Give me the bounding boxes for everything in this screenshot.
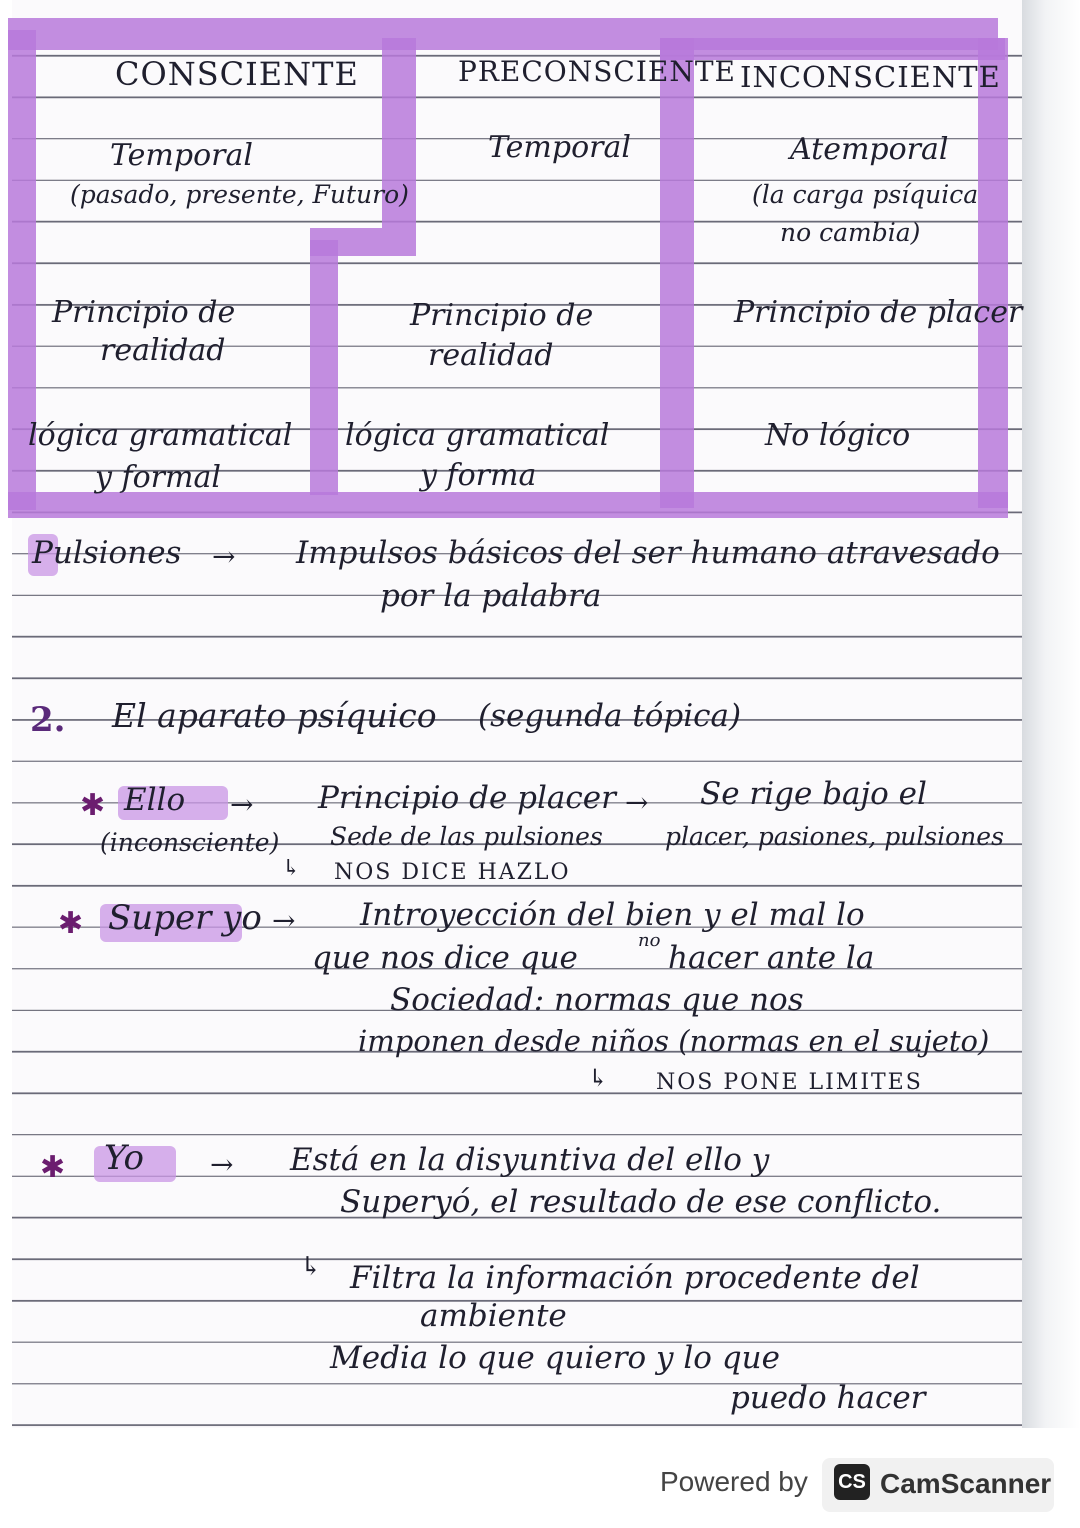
- superyo-line-2b: hacer ante la: [668, 940, 875, 976]
- yo-line-3: Filtra la información procedente del: [350, 1260, 920, 1296]
- cell-consciente-principio: Principio de: [52, 295, 236, 330]
- camscanner-brand: CamScanner: [880, 1468, 1052, 1499]
- cell-preconsciente-forma: y forma: [420, 458, 537, 493]
- ello-line-2a: Sede de las pulsiones: [330, 822, 603, 851]
- ello-subtitle: (inconsciente): [100, 828, 280, 857]
- arrow-icon: →: [212, 540, 236, 573]
- table-col-divider-1c: [310, 240, 338, 495]
- superyo-line-4: imponen desde niños (normas en el sujeto): [358, 1024, 990, 1058]
- ello-line-1a: Principio de placer: [318, 780, 616, 816]
- superyo-line-3: Sociedad: normas que nos: [390, 982, 804, 1018]
- yo-line-4: ambiente: [420, 1298, 567, 1334]
- yo-line-5: Media lo que quiero y lo que: [330, 1340, 780, 1376]
- superyo-line-1: Introyección del bien y el mal lo: [360, 897, 865, 933]
- star-icon: ✱: [40, 1150, 66, 1185]
- camscanner-logo-icon: CS: [834, 1464, 870, 1500]
- cell-preconsciente-principio: Principio de: [410, 298, 594, 333]
- superyo-term: Super yo: [108, 898, 262, 938]
- cell-inconsciente-nologico: No lógico: [765, 418, 911, 453]
- pulsiones-term: Pulsiones: [32, 535, 182, 571]
- table-header-consciente: CONSCIENTE: [115, 55, 359, 93]
- yo-line-6: puedo hacer: [730, 1380, 926, 1416]
- cell-preconsciente-logica: lógica gramatical: [345, 418, 610, 453]
- star-icon: ✱: [80, 788, 106, 823]
- ello-note: NOS DICE HAZLO: [334, 860, 571, 885]
- section-title: El aparato psíquico: [112, 696, 437, 735]
- arrow-icon: →: [230, 788, 254, 821]
- corner-arrow-icon: ↳: [282, 856, 301, 881]
- cell-consciente-temporal-detail: (pasado, presente, Futuro): [70, 180, 409, 209]
- ello-term: Ello: [124, 782, 186, 818]
- cell-inconsciente-detail-1: (la carga psíquica: [752, 180, 979, 209]
- pulsiones-definition-2: por la palabra: [380, 578, 602, 614]
- cell-inconsciente-detail-2: no cambia): [780, 218, 921, 247]
- yo-line-2: Superyó, el resultado de ese conflicto.: [340, 1184, 942, 1220]
- ello-line-2b: placer, pasiones, pulsiones: [665, 822, 1004, 851]
- table-header-inconsciente: INCONSCIENTE: [740, 60, 1001, 94]
- arrow-icon: →: [625, 786, 649, 819]
- table-border-right: [978, 38, 1008, 508]
- cell-inconsciente-principio: Principio de placer: [734, 295, 1023, 330]
- page-edge: [1022, 0, 1080, 1428]
- superyo-note: NOS PONE LIMITES: [656, 1070, 923, 1095]
- cell-preconsciente-temporal: Temporal: [488, 130, 631, 165]
- powered-by-label: Powered by: [660, 1466, 808, 1497]
- cell-consciente-logica: lógica gramatical: [28, 418, 293, 453]
- star-icon: ✱: [58, 906, 84, 941]
- cell-preconsciente-realidad: realidad: [428, 338, 554, 373]
- cell-inconsciente-atemporal: Atemporal: [790, 132, 949, 167]
- table-header-preconsciente: PRECONSCIENTE: [458, 55, 736, 88]
- cell-consciente-realidad: realidad: [100, 333, 226, 368]
- section-subtitle: (segunda tópica): [478, 698, 742, 734]
- cell-consciente-temporal: Temporal: [110, 138, 253, 173]
- arrow-icon: →: [210, 1148, 234, 1181]
- pulsiones-definition-1: Impulsos básicos del ser humano atravesado: [296, 535, 1000, 571]
- table-border-bottom: [8, 492, 1008, 518]
- arrow-icon: →: [272, 904, 296, 937]
- ello-line-1b: Se rige bajo el: [700, 776, 927, 812]
- superyo-line-2a: que nos dice que: [312, 940, 578, 976]
- corner-arrow-icon: ↳: [300, 1252, 322, 1282]
- superyo-line-2-sup: no: [638, 930, 661, 951]
- table-col-divider-2: [660, 38, 694, 508]
- cell-consciente-formal: y formal: [95, 460, 221, 495]
- yo-line-1: Está en la disyuntiva del ello y: [290, 1142, 770, 1178]
- section-number: 2.: [30, 700, 66, 740]
- corner-arrow-icon: ↳: [588, 1064, 609, 1092]
- yo-term: Yo: [104, 1138, 144, 1178]
